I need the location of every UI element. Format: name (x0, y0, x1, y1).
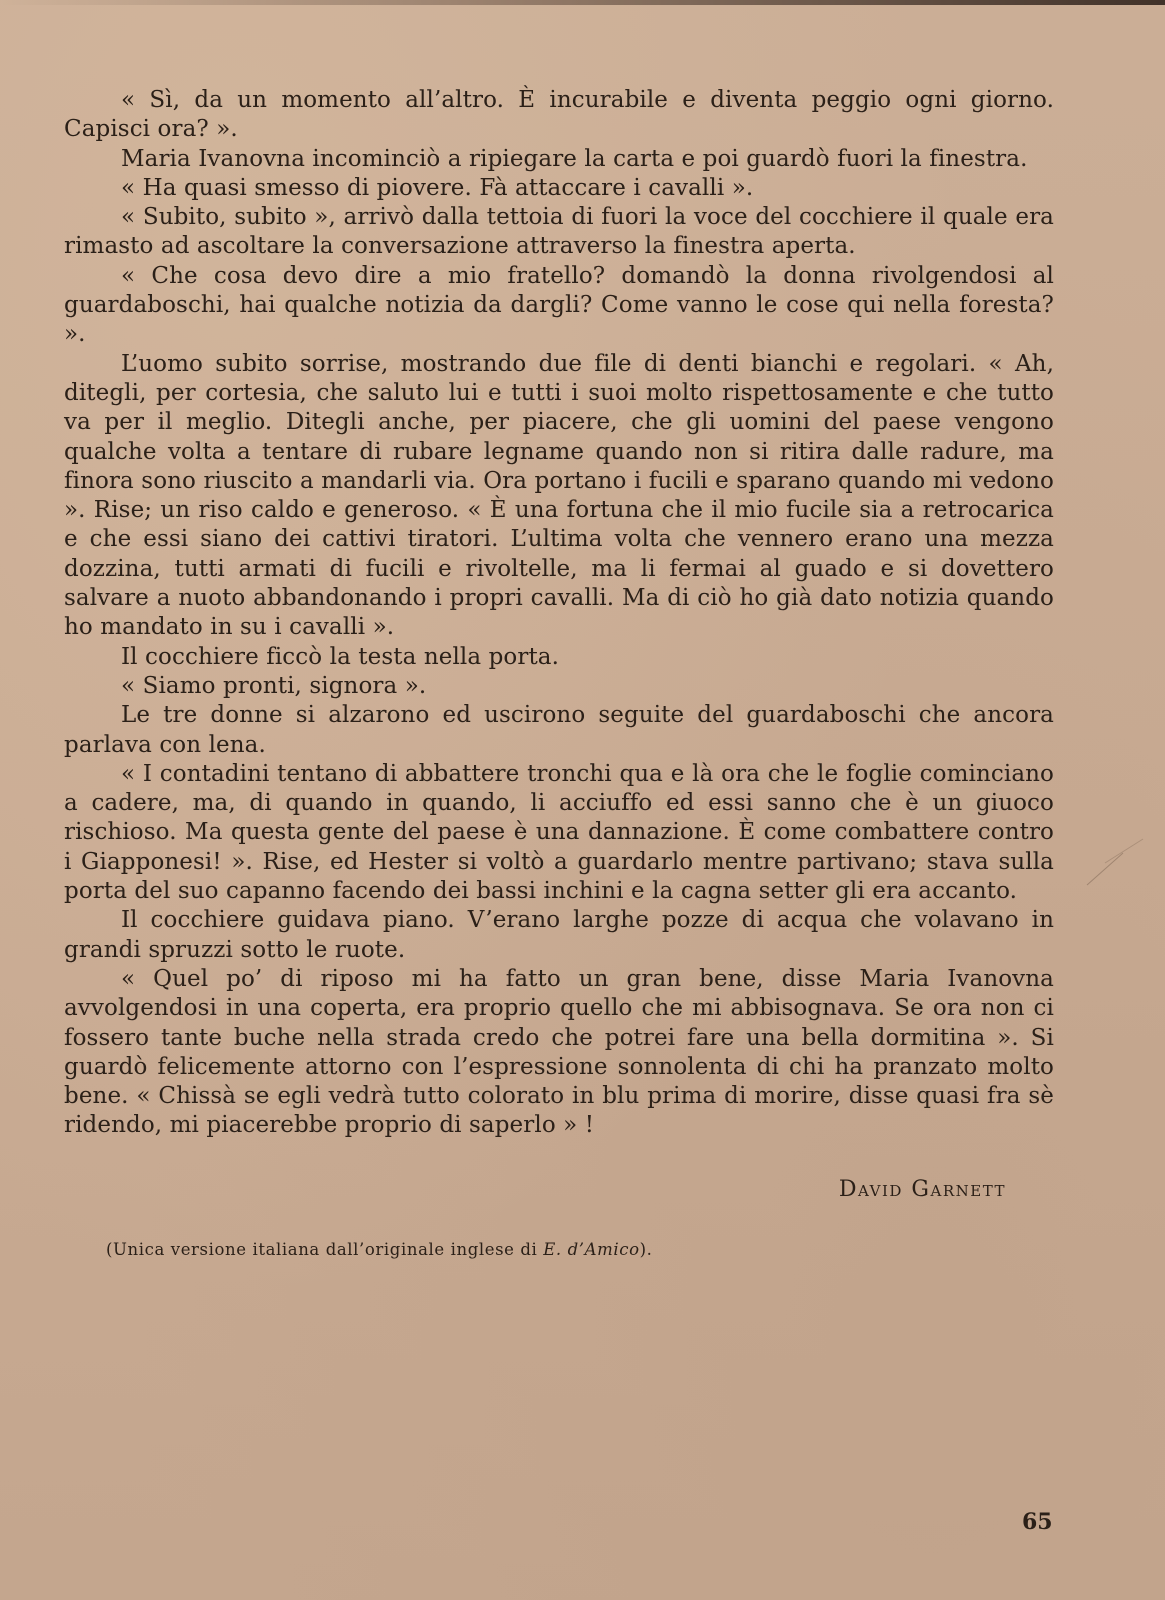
paragraph: L’uomo subito sorrise, mostrando due file di denti bianchi e regolari. « Ah, ditegli, per cortesia, che saluto lui e tutti i suoi molto rispettosamente e che tutto va per il meglio. Ditegli anche, per piacere, che gli uomini del paese vengono qualche volta a tentare di rubare legname quando non si ritira dalle radure, ma finora sono riuscito a mandarli via. Ora portano i fucili e sparano quando mi vedono ». Rise; un riso caldo e generoso. « È una fortuna che il mio fucile sia a retrocarica e che essi siano dei cattivi tiratori. L’ultima volta che vennero erano una mezza dozzina, tutti armati di fucili e rivoltelle, ma li fermai al guado e si dovettero salvare a nuoto abbandonando i propri cavalli. Ma di ciò ho già dato notizia quando ho mandato in su i cavalli ». (64, 350, 1054, 641)
page-content (64, 86, 1054, 1259)
paragraph: « Che cosa devo dire a mio fratello? domandò la donna rivolgendosi al guardaboschi, hai qualche notizia da dargli? Come vanno le cose qui nella foresta? ». (64, 262, 1054, 348)
paragraph: Le tre donne si alzarono ed uscirono seguite del guardaboschi che ancora parlava con lena. (64, 702, 1054, 758)
page-number: 65 (1022, 1509, 1053, 1535)
paragraph: Maria Ivanovna incominciò a ripiegare la carta e poi guardò fuori la finestra. (121, 145, 1028, 172)
story-text (64, 86, 1054, 1141)
page-top-edge (0, 0, 1165, 5)
author-signature: David Garnett (838, 1176, 1006, 1202)
paragraph: Il cocchiere guidava piano. V’erano larghe pozze di acqua che volavano in grandi spruzzi sotto le ruote. (64, 907, 1054, 963)
paragraph: « Sì, da un momento all’altro. È incurabile e diventa peggio ogni giorno. Capisci ora? ». (64, 87, 1054, 143)
translator-name: E. d’Amico (543, 1239, 640, 1259)
margin-pencil-mark (1085, 835, 1145, 895)
paragraph: « Quel po’ di riposo mi ha fatto un gran bene, disse Maria Ivanovna avvolgendosi in una coperta, era proprio quello che mi abbisognava. Se ora non ci fossero tante buche nella strada credo che potrei fare una bella dormitina ». Si guardò felicemente attorno con l’espressione sonnolenta di chi ha pranzato molto bene. « Chissà se egli vedrà tutto colorato in blu prima di morire, disse quasi fra sè ridendo, mi piacerebbe proprio di saperlo » ! (64, 965, 1054, 1139)
translation-note (64, 1240, 1054, 1259)
translation-note-suffix: ). (639, 1239, 653, 1259)
paragraph: « Ha quasi smesso di piovere. Fà attaccare i cavalli ». (121, 174, 754, 201)
paragraph: « Siamo pronti, signora ». (121, 672, 427, 699)
translation-note-prefix: (Unica versione italiana dall’originale inglese di (106, 1239, 544, 1259)
paragraph: « Subito, subito », arrivò dalla tettoia di fuori la voce del cocchiere il quale era rimasto ad ascoltare la conversazione attraverso la finestra aperta. (64, 204, 1054, 260)
paragraph: Il cocchiere ficcò la testa nella porta. (121, 643, 560, 670)
paragraph: « I contadini tentano di abbattere tronchi qua e là ora che le foglie cominciano a cadere, ma, di quando in quando, li acciuffo ed essi sanno che è un giuoco rischioso. Ma questa gente del paese è una dannazione. È come combattere contro i Giapponesi! ». Rise, ed Hester si voltò a guardarlo mentre partivano; stava sulla porta del suo capanno facendo dei bassi inchini e la cagna setter gli era accanto. (64, 760, 1054, 905)
